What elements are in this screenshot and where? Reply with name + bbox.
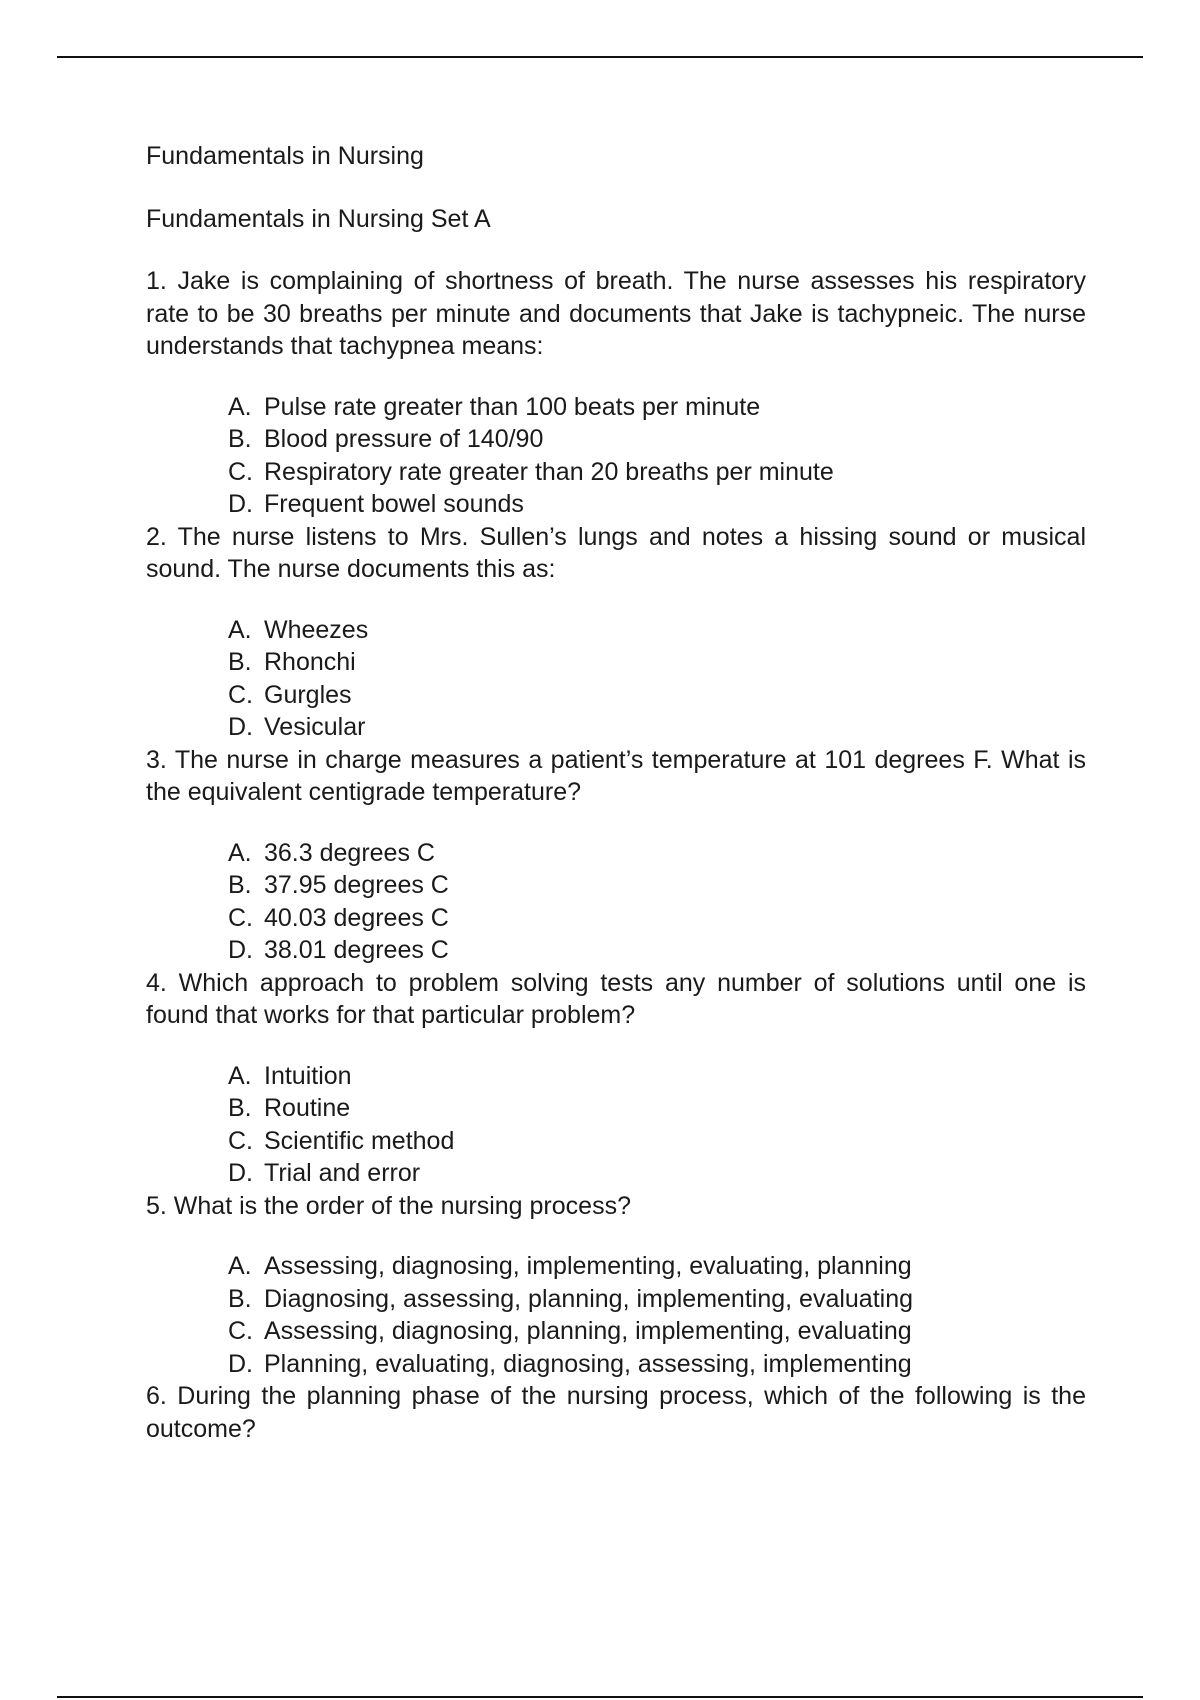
option-letter: C.	[228, 1126, 253, 1155]
option-letter: C.	[228, 903, 253, 932]
option-text: Wheezes	[264, 615, 369, 644]
option-letter: C.	[228, 680, 253, 709]
option-text: Planning, evaluating, diagnosing, assessing, implementing	[264, 1349, 912, 1378]
question-1-text: 1. Jake is complaining of shortness of breath. The nurse assesses his respiratory rate to be 30 breaths per minute and documents that Jake is tachypneic. The nurse understands that tachypnea means:	[146, 267, 1086, 360]
option-letter: D.	[228, 490, 253, 518]
option-letter: D.	[228, 1349, 253, 1378]
question-5-options	[228, 1250, 1086, 1380]
question-2-text: 2. The nurse listens to Mrs. Sullen’s lungs and notes a hissing sound or musical sound. The nurse documents this as:	[146, 522, 1086, 583]
question-4-text: 4. Which approach to problem solving tests any number of solutions until one is found that works for that particular problem?	[146, 968, 1086, 1029]
question-3-options	[228, 837, 1086, 967]
option-letter: A.	[228, 1252, 252, 1280]
option-item	[228, 1283, 1086, 1316]
question-1-options	[228, 391, 1086, 521]
option-letter: A.	[228, 1061, 252, 1090]
option-item	[228, 456, 1086, 489]
option-item	[228, 1125, 1086, 1158]
option-text: Respiratory rate greater than 20 breaths per minute	[264, 457, 834, 486]
option-text: 37.95 degrees C	[264, 871, 449, 899]
option-item	[228, 934, 1086, 967]
option-text: 38.01 degrees C	[264, 936, 449, 964]
option-item	[228, 837, 1086, 870]
option-item	[228, 1250, 1086, 1283]
document-title: Fundamentals in Nursing	[146, 142, 424, 170]
question-3-text: 3. The nurse in charge measures a patient’s temperature at 101 degrees F. What is the equivalent centigrade temperature?	[146, 745, 1086, 806]
option-letter: B.	[228, 1284, 252, 1313]
question-2-options	[228, 614, 1086, 744]
question-4-options	[228, 1060, 1086, 1190]
option-item	[228, 1348, 1086, 1381]
option-item	[228, 711, 1086, 744]
option-text: Rhonchi	[264, 648, 356, 676]
option-text: Trial and error	[264, 1159, 421, 1187]
option-item	[228, 646, 1086, 679]
option-text: Routine	[264, 1094, 351, 1122]
option-item	[228, 614, 1086, 647]
option-item	[228, 1092, 1086, 1125]
option-item	[228, 423, 1086, 456]
top-rule	[57, 56, 1143, 58]
bottom-rule	[57, 1696, 1143, 1698]
option-letter: C.	[228, 457, 253, 486]
option-item	[228, 902, 1086, 935]
option-item	[228, 679, 1086, 712]
option-letter: A.	[228, 392, 252, 421]
option-letter: B.	[228, 1094, 252, 1122]
option-letter: B.	[228, 425, 252, 453]
option-text: 40.03 degrees C	[264, 903, 449, 932]
option-text: Blood pressure of 140/90	[264, 425, 544, 453]
option-letter: D.	[228, 936, 253, 964]
option-text: Assessing, diagnosing, planning, implementing, evaluating	[264, 1317, 912, 1345]
option-text: 36.3 degrees C	[264, 838, 435, 867]
option-item	[228, 1060, 1086, 1093]
option-text: Diagnosing, assessing, planning, implementing, evaluating	[264, 1284, 914, 1313]
option-text: Pulse rate greater than 100 beats per minute	[264, 392, 761, 421]
option-text: Gurgles	[264, 680, 352, 709]
question-6-text: 6. During the planning phase of the nursing process, which of the following is the outcome?	[146, 1382, 1086, 1443]
question-5-text: 5. What is the order of the nursing process?	[146, 1191, 631, 1220]
option-letter: B.	[228, 648, 252, 676]
option-text: Assessing, diagnosing, implementing, evaluating, planning	[264, 1252, 912, 1280]
document-subtitle: Fundamentals in Nursing Set A	[146, 204, 491, 233]
option-item	[228, 488, 1086, 521]
option-letter: C.	[228, 1317, 253, 1345]
option-text: Intuition	[264, 1061, 352, 1090]
option-item	[228, 1157, 1086, 1190]
option-item	[228, 1315, 1086, 1348]
option-letter: D.	[228, 1159, 253, 1187]
option-item	[228, 391, 1086, 424]
option-text: Scientific method	[264, 1126, 455, 1155]
option-letter: A.	[228, 838, 252, 867]
option-text: Frequent bowel sounds	[264, 490, 524, 518]
option-letter: D.	[228, 713, 253, 741]
option-text: Vesicular	[264, 713, 366, 741]
option-item	[228, 869, 1086, 902]
option-letter: A.	[228, 615, 252, 644]
document-body	[146, 140, 1086, 1473]
option-letter: B.	[228, 871, 252, 899]
